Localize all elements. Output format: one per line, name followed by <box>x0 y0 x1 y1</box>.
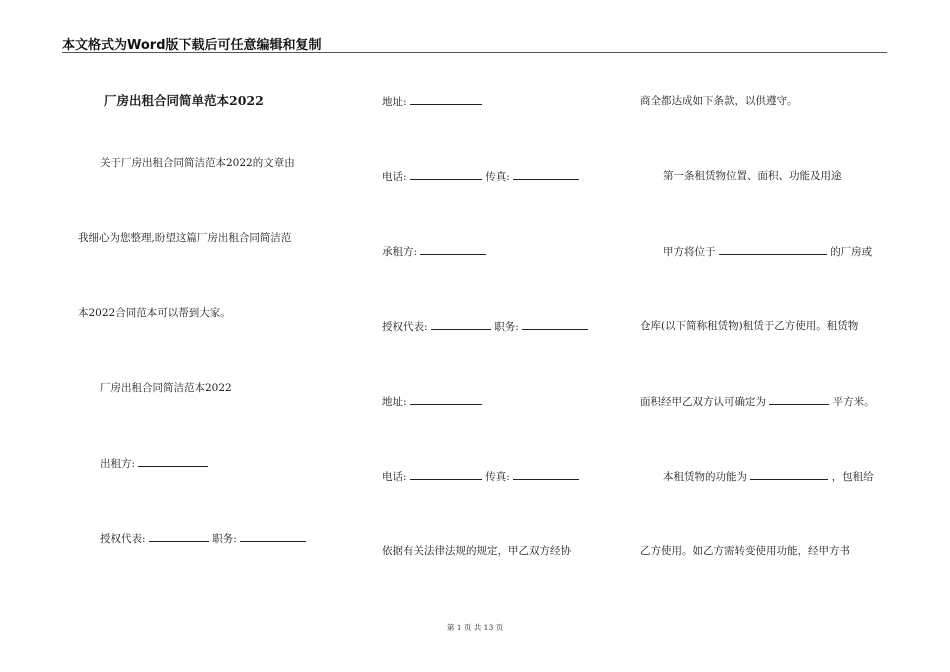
lessee-line <box>382 244 486 259</box>
paragraph-line: 仓库(以下简称租赁物)租赁于乙方使用。租赁物 <box>640 320 859 332</box>
fax-label: 传真: <box>485 171 510 183</box>
area-suffix: 平方米。 <box>832 396 875 408</box>
function-suffix: ，包租给 <box>831 471 874 483</box>
phone-label: 电话: <box>382 471 407 483</box>
fax-blank <box>513 169 579 180</box>
representative-line <box>100 531 306 546</box>
representative-label: 授权代表: <box>382 321 428 333</box>
representative-blank <box>149 531 209 542</box>
address-line <box>382 94 482 109</box>
phone-fax-line <box>382 169 579 184</box>
location-prefix: 甲方将位于 <box>663 246 716 258</box>
lessee-blank <box>420 244 486 255</box>
position-blank <box>522 319 588 330</box>
position-blank <box>240 531 306 542</box>
paragraph-line: 我细心为您整理,盼望这篇厂房出租合同简洁范 <box>78 232 292 244</box>
location-line <box>663 244 872 259</box>
address-label: 地址: <box>382 396 407 408</box>
address-blank <box>410 394 482 405</box>
fax-label: 传真: <box>485 471 510 483</box>
area-blank <box>769 394 829 405</box>
lessor-label: 出租方: <box>100 458 136 470</box>
paragraph-line: 本2022合同范本可以帮到大家。 <box>78 307 231 319</box>
representative-label: 授权代表: <box>100 533 146 545</box>
representative-blank <box>431 319 491 330</box>
document-title: 厂房出租合同简单范本2022 <box>104 93 264 108</box>
phone-blank <box>410 469 482 480</box>
address-label: 地址: <box>382 96 407 108</box>
area-prefix: 面积经甲乙双方认可确定为 <box>640 396 766 408</box>
function-blank <box>750 469 828 480</box>
phone-label: 电话: <box>382 171 407 183</box>
phone-fax-line <box>382 469 579 484</box>
contract-subtitle: 厂房出租合同简洁范本2022 <box>100 382 232 394</box>
page-header-text: 本文格式为Word版下载后可任意编辑和复制 <box>62 38 322 53</box>
location-suffix: 的厂房或 <box>830 246 873 258</box>
page-footer: 第 1 页 共 13 页 <box>446 623 504 632</box>
area-line <box>640 394 875 409</box>
function-line <box>663 469 874 484</box>
paragraph-line: 商全都达成如下条款，以供遵守。 <box>640 95 798 107</box>
representative-line <box>382 319 588 334</box>
lessee-label: 承租方: <box>382 246 418 258</box>
paragraph-line: 关于厂房出租合同简洁范本2022的文章由 <box>100 157 295 169</box>
address-line <box>382 394 482 409</box>
address-blank <box>410 94 482 105</box>
article-heading: 第一条租赁物位置、面积、功能及用途 <box>663 170 842 182</box>
location-blank <box>719 244 827 255</box>
function-prefix: 本租赁物的功能为 <box>663 471 747 483</box>
phone-blank <box>410 169 482 180</box>
lessor-blank <box>138 456 208 467</box>
paragraph-line: 乙方使用。如乙方需转变使用功能，经甲方书 <box>640 545 850 557</box>
position-label: 职务: <box>494 321 519 333</box>
paragraph-line: 依据有关法律法规的规定，甲乙双方经协 <box>382 545 571 557</box>
position-label: 职务: <box>212 533 237 545</box>
page-header <box>62 34 887 53</box>
fax-blank <box>513 469 579 480</box>
lessor-line <box>100 456 208 471</box>
